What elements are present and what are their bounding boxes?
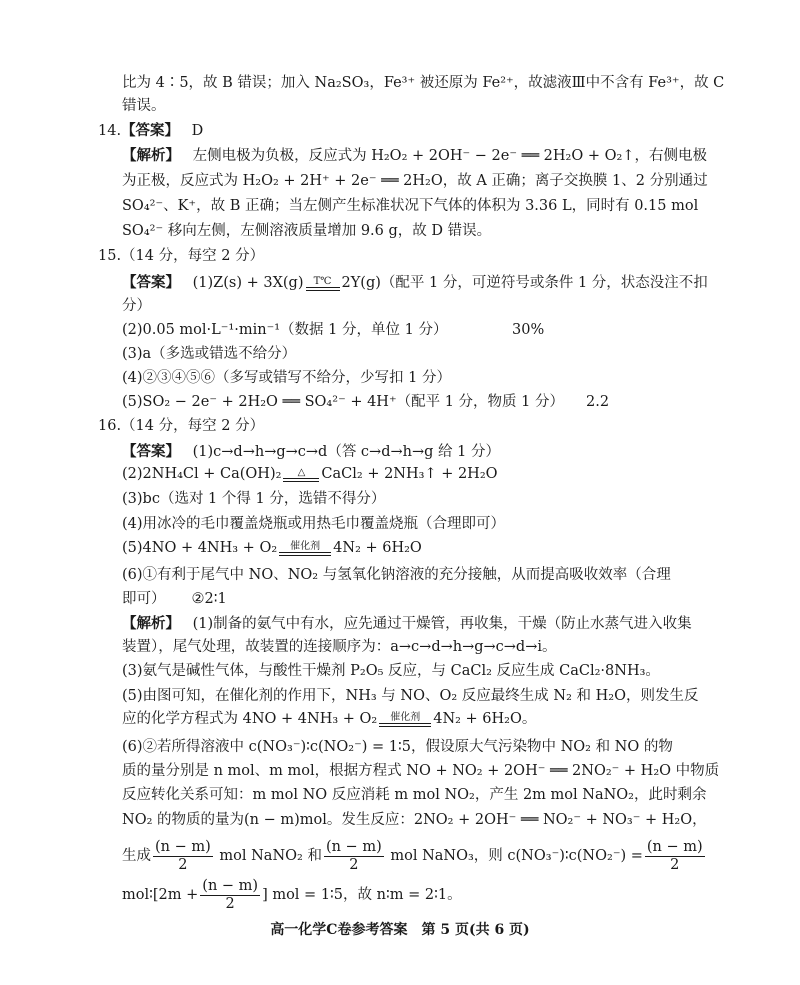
text-line: SO₄²⁻、K⁺，故 B 正确；当左侧产生标准状况下气体的体积为 3.36 L，同时有 0.15 mol (122, 198, 699, 214)
text-line: (4)②③④⑤⑥（多写或错写不给分，少写扣 1 分） (122, 370, 451, 386)
text-line: 分） (122, 298, 151, 314)
text-line: SO₄²⁻ 移向左侧，左侧溶液质量增加 9.6 g，故 D 错误。 (122, 223, 492, 239)
explanation-tag: 【解析】 (122, 615, 180, 632)
text-line: (3)a（多选或错选不给分） (122, 346, 297, 362)
equation-line: (5)4NO + 4NH₃ + O₂ 催化剂 4N₂ + 6H₂O (122, 540, 422, 556)
answer-line: 【答案】 (1)c→d→h→g→c→d（答 c→d→h→g 给 1 分） (122, 443, 500, 460)
page-footer: 高一化学C卷参考答案 第 5 页(共 6 页) (270, 922, 530, 938)
question-number: 14. (98, 123, 122, 139)
question-15-header: 15.（14 分，每空 2 分） (98, 248, 265, 264)
answer-tag: 【答案】 (121, 122, 180, 139)
text-line: 错误。 (122, 98, 166, 114)
text-line: 反应转化关系可知：m mol NO 反应消耗 m mol NO₂，产生 2m mol NaNO₂，此时剩余 (122, 787, 707, 803)
text-line: (5)由图可知，在催化剂的作用下，NH₃ 与 NO、O₂ 反应最终生成 N₂ 和 H₂O，则发生反 (122, 688, 699, 704)
catalyst-arrow: 催化剂 (379, 712, 431, 727)
text-line: 质的量分别是 n mol、m mol，根据方程式 NO + NO₂ + 2OH⁻ ══ 2NO₂⁻ + H₂O 中物质 (122, 763, 720, 779)
text-line: (6)①有利于尾气中 NO、NO₂ 与氢氧化钠溶液的充分接触，从而提高吸收效率（合理 (122, 567, 671, 583)
fraction: $\frac{(n - m)}{2}$ (325, 838, 382, 873)
equation-line: 应的化学方程式为 4NO + 4NH₃ + O₂ 催化剂 4N₂ + 6H₂O。 (122, 711, 537, 727)
text-line: (3)氨气是碱性气体，与酸性干燥剂 P₂O₅ 反应，与 CaCl₂ 反应生成 CaCl₂·8NH₃。 (122, 663, 660, 679)
text-line: (6)②若所得溶液中 c(NO₃⁻)∶c(NO₂⁻) = 1∶5，假设原大气污染物中 NO₂ 和 NO 的物 (122, 739, 673, 755)
text-line: 装置），尾气处理，故装置的连接顺序为：a→c→d→h→g→c→d→i。 (122, 639, 557, 655)
fraction: $\frac{(n - m)}{2}$ (646, 838, 703, 873)
explanation-line: 【解析】 (1)制备的氨气中有水，应先通过干燥管，再收集，干燥（防止水蒸气进入收集 (122, 615, 692, 632)
equation-line: (2)2NH₄Cl + Ca(OH)₂ △ CaCl₂ + 2NH₃↑ + 2H₂O (122, 466, 498, 482)
text-line: 为正极，反应式为 H₂O₂ + 2H⁺ + 2e⁻ ══ 2H₂O，故 A 正确；离子交换膜 1、2 分别通过 (122, 173, 708, 189)
text-line: NO₂ 的物质的量为(n − m)mol。发生反应：2NO₂ + 2OH⁻ ══ NO₂⁻ + NO₃⁻ + H₂O， (122, 812, 707, 828)
fraction-line: 生成 $\frac{(n - m)}{2}$ mol NaNO₂ 和 $\frac{(n - m)}{2}$ mol NaNO₃，则 c(NO₃⁻)∶c(NO₂⁻) = $\frac{(n - m)}{2}$ (122, 838, 703, 873)
text-line: (3)bc（选对 1 个得 1 分，选错不得分） (122, 491, 386, 507)
answer-value: 30% (512, 322, 545, 338)
fraction: $\frac{(n - m)}{2}$ (155, 838, 211, 873)
text-line: (5)SO₂ − 2e⁻ + 2H₂O ══ SO₄²⁻ + 4H⁺（配平 1 分，物质 1 分） (122, 394, 564, 410)
text-line: (4)用冰冷的毛巾覆盖烧瓶或用热毛巾覆盖烧瓶（合理即可） (122, 516, 506, 532)
answer-tag: 【答案】 (122, 274, 180, 291)
answer-value: D (191, 123, 204, 139)
explanation-line: 【解析】 左侧电极为负极，反应式为 H₂O₂ + 2OH⁻ − 2e⁻ ══ 2H₂O + O₂↑，右侧电极 (122, 147, 707, 164)
catalyst-arrow: 催化剂 (279, 541, 331, 556)
heat-arrow: △ (283, 467, 319, 482)
answer-value: 2.2 (586, 394, 610, 410)
text-line: (2)0.05 mol·L⁻¹·min⁻¹（数据 1 分，单位 1 分） (122, 322, 448, 338)
fraction: $\frac{(n - m)}{2}$ (202, 877, 259, 912)
fraction-line: mol∶[2m + $\frac{(n - m)}{2}$ ] mol = 1∶5，故 n∶m = 2∶1。 (122, 877, 462, 912)
reversible-arrow: T℃ (306, 276, 340, 291)
answer-line: 【答案】 (1)Z(s) + 3X(g) T℃ 2Y(g)（配平 1 分，可逆符号或条件 1 分，状态没注不扣 (122, 274, 708, 291)
explanation-tag: 【解析】 (122, 147, 180, 164)
answer-tag: 【答案】 (122, 443, 180, 460)
question-16-header: 16.（14 分，每空 2 分） (98, 418, 265, 434)
question-14 (98, 121, 203, 141)
text-line: 即可） ②2∶1 (122, 591, 227, 607)
text-line: 比为 4∶5，故 B 错误；加入 Na₂SO₃，Fe³⁺ 被还原为 Fe²⁺，故滤液Ⅲ中不含有 Fe³⁺，故 C (122, 75, 725, 91)
